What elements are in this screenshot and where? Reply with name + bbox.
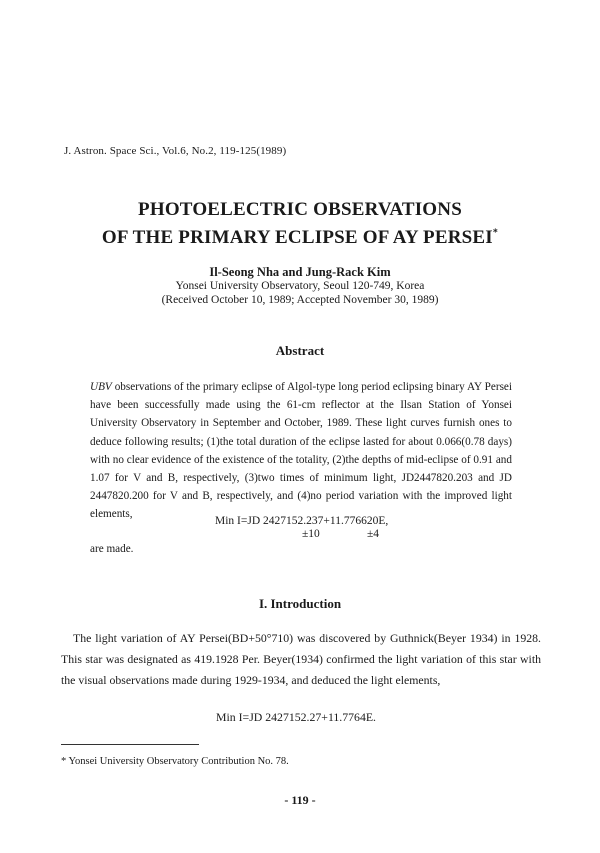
affiliation: Yonsei University Observatory, Seoul 120-749, Korea	[175, 280, 425, 292]
title-footnote-mark: *	[492, 227, 499, 239]
title-line-2-text: OF THE PRIMARY ECLIPSE OF AY PERSEI	[101, 227, 493, 248]
received-dates: (Received October 10, 1989; Accepted November 30, 1989)	[161, 294, 439, 306]
introduction-equation: Min I=JD 2427152.27+11.7764E.	[216, 710, 377, 724]
abstract-equation-error-2: ±4	[367, 528, 380, 540]
footnote-rule	[61, 744, 199, 745]
page-number: - 119 -	[284, 793, 316, 807]
journal-citation: J. Astron. Space Sci., Vol.6, No.2, 119-125(1989)	[64, 145, 287, 157]
title-line-2	[0, 227, 600, 249]
authors: Il-Seong Nha and Jung-Rack Kim	[209, 265, 391, 279]
title-line-1: PHOTOELECTRIC OBSERVATIONS	[138, 199, 462, 220]
abstract-closing: are made.	[90, 543, 134, 555]
footnote: * Yonsei University Observatory Contribution No. 78.	[61, 756, 289, 767]
abstract-heading: Abstract	[275, 343, 325, 358]
abstract-body: observations of the primary eclipse of Algol-type long period eclipsing binary AY Persei have been successfully made using the 61-cm reflector at the Ilsan Station of Yonsei University Observatory in September and October, 1989. These light curves furnish ones to deduce following results; (1)the total duration of the eclipse lasted for about 0.066(0.78 days) with no clear evidence of the existence of the totality, (2)the depths of mid-eclipse of 0.91 and 1.07 for V and B, respectively, (3)two times of minimum light, JD2447820.203 and JD 2447820.200 for V and B, respectively, and (4)no period variation with the improved light elements,	[90, 381, 512, 521]
abstract-lead: UBV	[90, 381, 112, 393]
abstract-equation-error-1: ±10	[302, 528, 320, 540]
abstract-text	[90, 378, 512, 524]
introduction-text: The light variation of AY Persei(BD+50°710) was discovered by Guthnick(Beyer 1934) in 1928. This star was designated as 419.1928 Per. Beyer(1934) confirmed the light variation of this star with the visual observations made during 1929-1934, and deduced the light elements,	[61, 631, 541, 687]
abstract-equation: Min I=JD 2427152.237+11.776620E,	[215, 515, 389, 527]
introduction-heading: I. Introduction	[258, 596, 342, 611]
